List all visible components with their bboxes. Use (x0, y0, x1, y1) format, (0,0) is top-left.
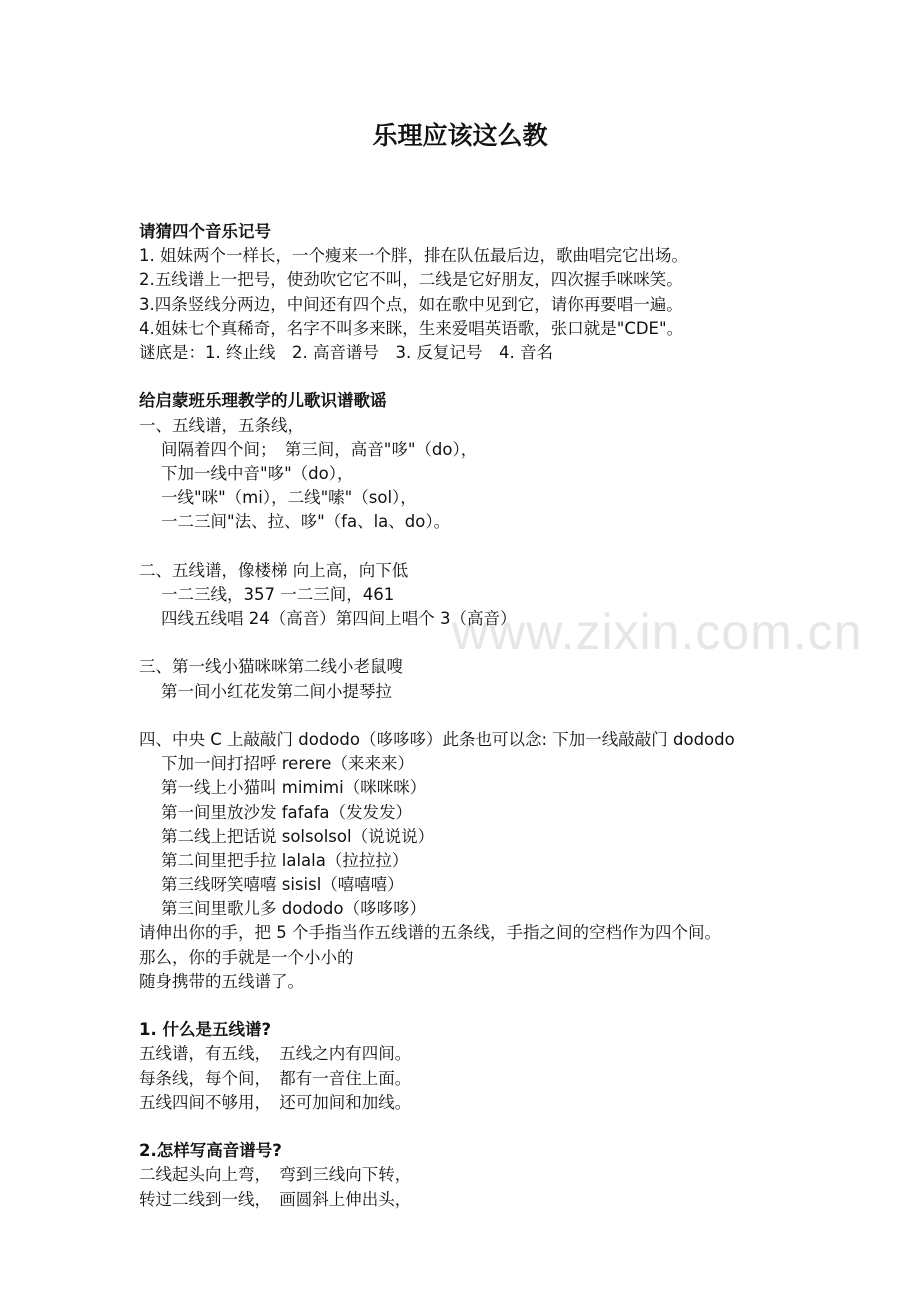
riddle-answer: 谜底是：1. 终止线 2. 高音谱号 3. 反复记号 4. 音名 (139, 342, 553, 362)
song-line: 四线五线唱 24（高音）第四间上唱个 3（高音） (161, 609, 517, 628)
song-line: 第一间小红花发第二间小提琴拉 (161, 681, 392, 701)
song-line: 下加一线中音"哆"（do）， (161, 463, 354, 483)
riddle-line: 3.四条竖线分两边，中间还有四个点，如在歌中见到它，请你再要唱一遍。 (139, 294, 683, 314)
song-line: 随身携带的五线谱了。 (139, 971, 304, 991)
song-line: 那么，你的手就是一个小小的 (139, 947, 354, 967)
song-line: 第二线上把话说 solsolsol（说说说） (161, 826, 435, 846)
song-line: 一二三线，357 一二三间，461 (161, 584, 395, 604)
q1-line: 五线谱，有五线， 五线之内有四间。 (139, 1044, 412, 1064)
q2-line: 转过二线到一线， 画圆斜上伸出头， (139, 1189, 412, 1209)
spacer (139, 534, 839, 558)
song-line: 一、五线谱，五条线， (139, 415, 304, 435)
song-line: 第二间里把手拉 lalala（拉拉拉） (161, 850, 409, 870)
q1-heading: 1. 什么是五线谱? (139, 1020, 272, 1040)
riddles-heading: 请猜四个音乐记号 (139, 222, 271, 241)
spacer (139, 994, 839, 1018)
watermark: www.zixin.com.cn (452, 604, 863, 660)
spacer (139, 704, 839, 728)
song-line: 二、五线谱，像楼梯 向上高，向下低 (139, 560, 409, 580)
q1-line: 五线四间不够用， 还可加间和加线。 (139, 1092, 412, 1112)
song-line: 一线"咪"（mi），二线"嗦"（sol）， (161, 488, 417, 508)
spacer (139, 631, 839, 655)
song-line: 第一间里放沙发 fafafa（发发发） (161, 802, 413, 822)
spacer (139, 365, 839, 389)
riddle-line: 2.五线谱上一把号，使劲吹它它不叫，二线是它好朋友，四次握手咪咪笑。 (139, 270, 683, 290)
song-line: 第三间里歌儿多 dododo（哆哆哆） (161, 899, 426, 919)
riddle-line: 1. 姐妹两个一样长，一个瘦来一个胖，排在队伍最后边，歌曲唱完它出场。 (139, 246, 688, 266)
song-line: 间隔着四个间； 第三间，高音"哆"（do）， (161, 439, 478, 459)
song-line: 第三线呀笑嘻嘻 sisisl（嘻嘻嘻） (161, 875, 404, 895)
q2-line: 二线起头向上弯， 弯到三线向下转， (139, 1165, 412, 1185)
song-line: 下加一间打招呼 rerere（来来来） (161, 754, 414, 774)
spacer (139, 1115, 839, 1139)
song-line: 三、第一线小猫咪咪第二线小老鼠嗖 (139, 657, 403, 677)
song-line: 第一线上小猫叫 mimimi（咪咪咪） (161, 778, 427, 798)
riddle-line: 4.姐妹七个真稀奇，名字不叫多来眯，生来爱唱英语歌，张口就是"CDE"。 (139, 318, 684, 338)
songs-heading: 给启蒙班乐理教学的儿歌识谱歌谣 (139, 391, 387, 411)
page-title: 乐理应该这么教 (372, 121, 548, 150)
song-line: 一二三间"法、拉、哆"（fa、la、do）。 (161, 512, 451, 532)
song-line: 四、中央 C 上敲敲门 dododo（哆哆哆）此条也可以念: 下加一线敲敲门 dododo (139, 729, 735, 749)
q1-line: 每条线，每个间， 都有一音住上面。 (139, 1068, 412, 1088)
song-line: 请伸出你的手，把 5 个手指当作五线谱的五条线，手指之间的空档作为四个间。 (139, 923, 721, 943)
document-body (139, 220, 839, 1212)
q2-heading: 2.怎样写高音谱号? (139, 1141, 282, 1161)
